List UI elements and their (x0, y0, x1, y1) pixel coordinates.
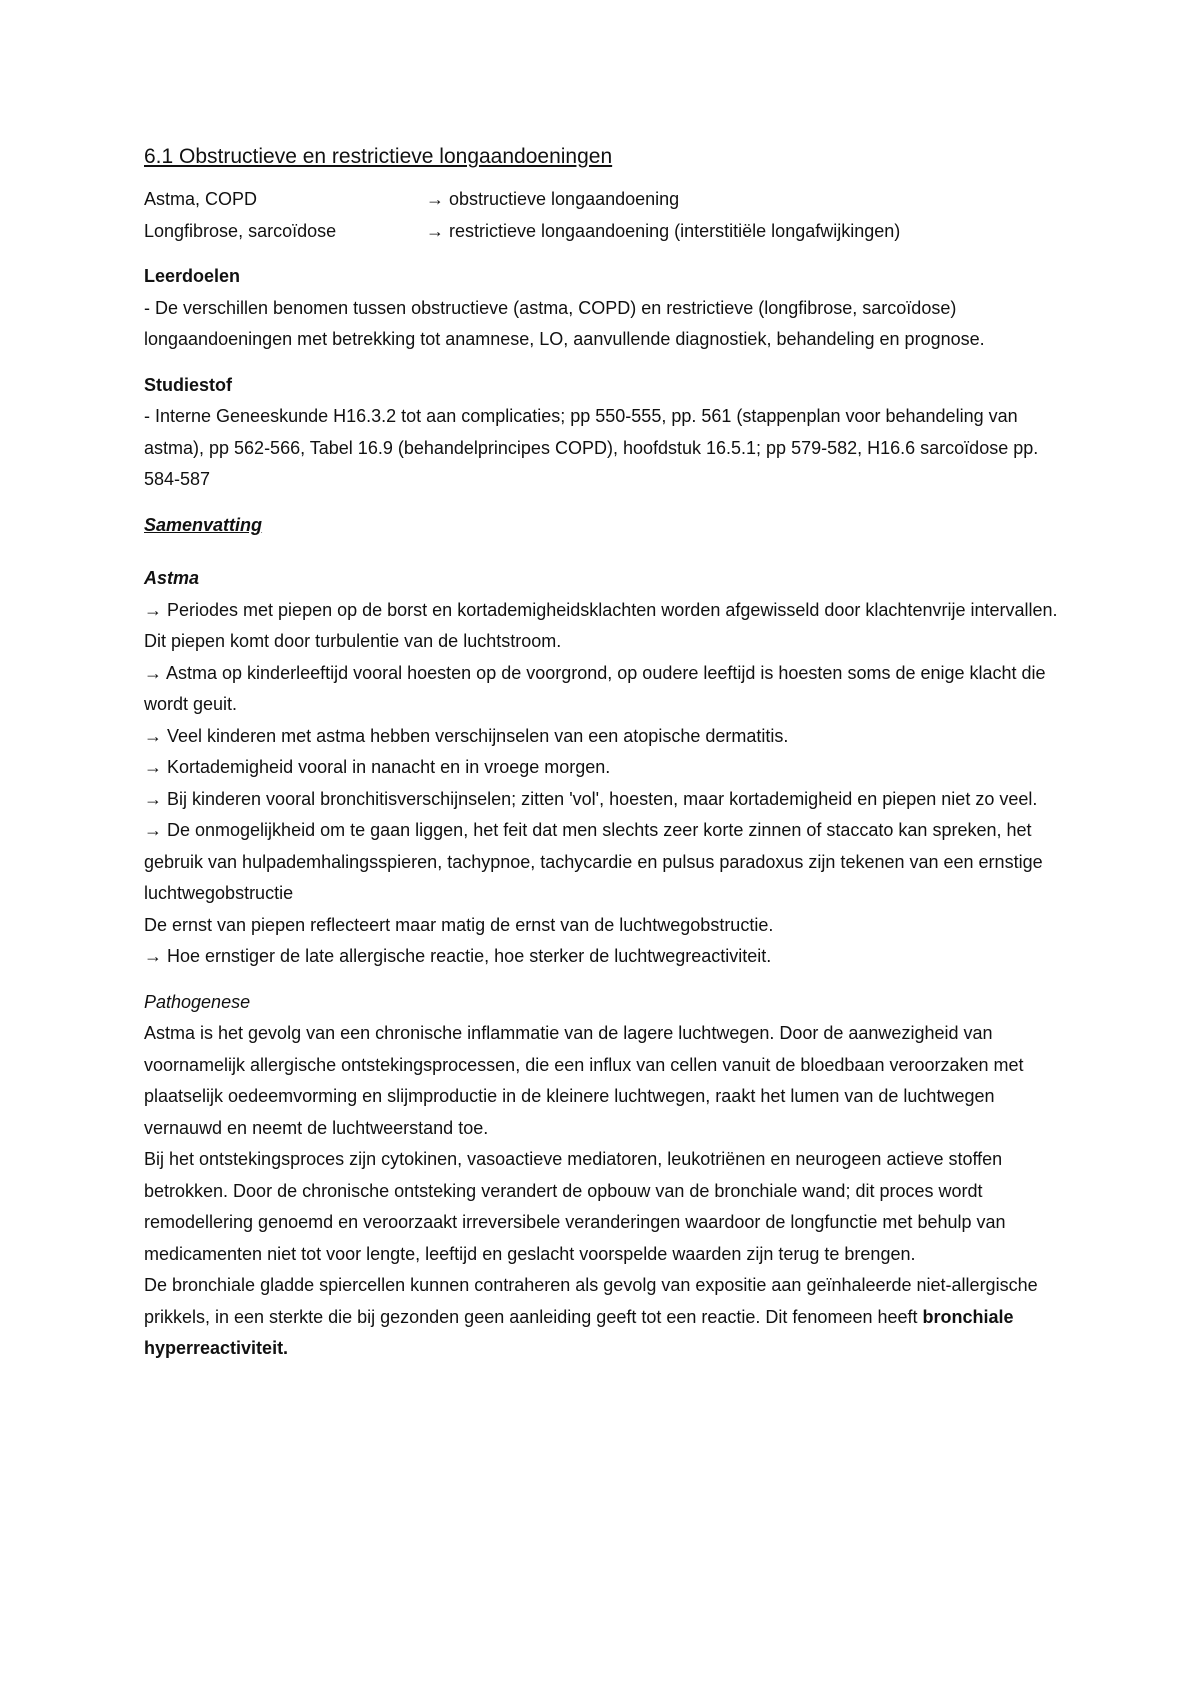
document-page (144, 140, 1064, 1365)
leerdoelen-heading: Leerdoelen (144, 266, 241, 286)
samenvatting-heading: Samenvatting (144, 514, 263, 535)
document-title: 6.1 Obstructieve en restrictieve longaandoeningen (144, 145, 613, 168)
astma-point: → Bij kinderen vooral bronchitisverschijnselen; zitten 'vol', hoesten, maar kortademigheid en piepen niet zo veel. (144, 788, 1038, 809)
pathogenese-paragraph: Bij het ontstekingsproces zijn cytokinen, vasoactieve mediatoren, leukotriënen en neurogeen actieve stoffen betrokken. Door de chronische ontsteking verandert de opbouw van de bronchiale wand; dit proces wordt remodellering genoemd en veroorzaakt irreversibele veranderingen waardoor de longfunctie met behulp van medicamenten niet tot voor lengte, leeftijd en geslacht voorspelde waarden zijn terug te brengen. (144, 1149, 1006, 1264)
astma-point: → Hoe ernstiger de late allergische reactie, hoe sterker de luchtwegreactiviteit. (144, 946, 772, 966)
classification-list (144, 184, 1064, 247)
classification-term: Astma, COPD (144, 189, 258, 209)
astma-heading: Astma (144, 568, 200, 588)
pathogenese-heading: Pathogenese (144, 991, 251, 1012)
classification-desc: → obstructieve longaandoening (426, 189, 680, 209)
leerdoelen-text: - De verschillen benomen tussen obstructieve (astma, COPD) en restrictieve (longfibrose, sarcoïdose) longaandoeningen met betrekking tot anamnese, LO, aanvullende diagnostiek, behandeling en prognose. (144, 297, 985, 349)
astma-point: → Periodes met piepen op de borst en kortademigheidsklachten worden afgewisseld door klachtenvrije intervallen. Dit piepen komt door turbulentie van de luchtstroom. (144, 599, 1058, 651)
classification-row (144, 216, 1064, 248)
classification-term: Longfibrose, sarcoïdose (144, 220, 337, 241)
astma-point: De ernst van piepen reflecteert maar matig de ernst van de luchtwegobstructie. (144, 914, 774, 935)
bronchiale-hyperreactiviteit-term: bronchiale hyperreactiviteit. (144, 1306, 1014, 1358)
studiestof-text: - Interne Geneeskunde H16.3.2 tot aan complicaties; pp 550-555, pp. 561 (stappenplan voor behandeling van astma), pp 562-566, Tabel 16.9 (behandelprincipes COPD), hoofdstuk 16.5.1; pp 579-582, H16.6 sarcoïdose pp. 584-587 (144, 406, 1039, 489)
pathogenese-paragraph: Astma is het gevolg van een chronische inflammatie van de lagere luchtwegen. Door de aanwezigheid van voornamelijk allergische ontstekingsprocessen, die een influx van cellen vanuit de bloedbaan veroorzaken met plaatselijk oedeemvorming en slijmproductie in de kleinere luchtwegen, raakt het lumen van de luchtwegen vernauwd en neemt de luchtweerstand toe. (144, 1023, 1024, 1138)
studiestof-heading: Studiestof (144, 374, 232, 395)
pathogenese-paragraph-last (144, 1270, 1064, 1365)
astma-point: → De onmogelijkheid om te gaan liggen, het feit dat men slechts zeer korte zinnen of staccato kan spreken, het gebruik van hulpademhalingsspieren, tachypnoe, tachycardie en pulsus paradoxus zijn tekenen van een ernstige luchtwegobstructie (144, 820, 1043, 903)
pathogenese-last-text: De bronchiale gladde spiercellen kunnen contraheren als gevolg van expositie aan geïnhaleerde niet-allergische prikkels, in een sterkte die bij gezonden geen aanleiding geeft tot een reactie. Dit fenomeen heeft (144, 1275, 1038, 1327)
classification-desc: → restrictieve longaandoening (interstitiële longafwijkingen) (426, 220, 901, 241)
astma-point: → Astma op kinderleeftijd vooral hoesten op de voorgrond, op oudere leeftijd is hoesten soms de enige klacht die wordt geuit. (144, 662, 1046, 714)
classification-row (144, 184, 1064, 216)
astma-point: → Veel kinderen met astma hebben verschijnselen van een atopische dermatitis. (144, 725, 789, 746)
astma-point: → Kortademigheid vooral in nanacht en in vroege morgen. (144, 757, 611, 777)
